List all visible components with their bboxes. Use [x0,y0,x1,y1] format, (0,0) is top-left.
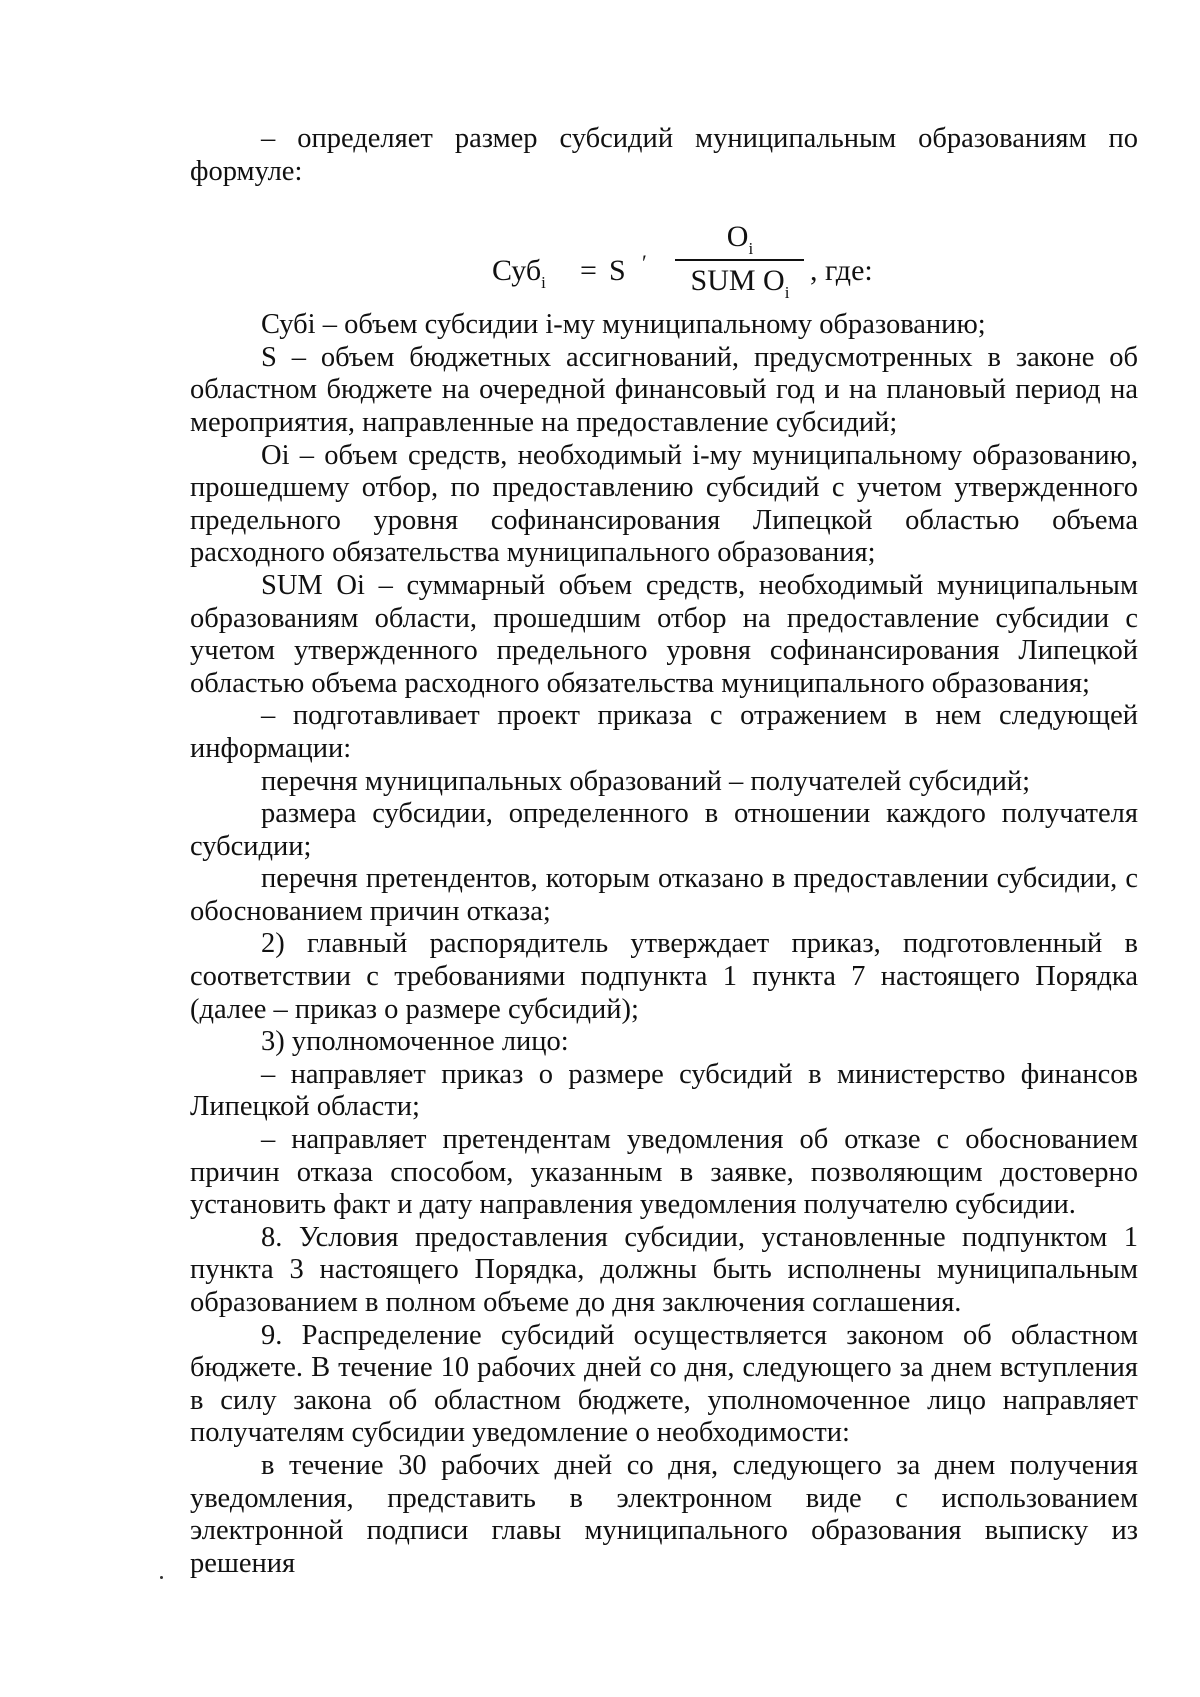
paragraph-sub-i: Субi – объем субсидии i-му муниципальному образованию; [261,309,986,341]
intro-paragraph: – определяет размер субсидий муниципальным образованиям по формуле: [190,123,1138,187]
paragraph-subsidy-size: размера субсидии, определенного в отношении каждого получателя субсидии; [190,798,1138,862]
paragraph-item-3: 3) уполномоченное лицо: [261,1026,569,1058]
formula-tail: , где: [810,254,873,288]
scan-speck [160,1576,163,1579]
paragraph-s: S – объем бюджетных ассигнований, предусмотренных в законе об областном бюджете на очередной финансовый год и на плановый период на мероприятия, направленные на предоставление субсидий; [190,341,1138,438]
paragraph-within-30-days: в течение 30 рабочих дней со дня, следующего за днем получения уведомления, представить в электронном виде с использованием электронной подписи главы муниципального образования выписку из решения [190,1449,1138,1579]
formula-fraction-bar [675,259,804,261]
paragraph-rejected-applicants: перечня претендентов, которым отказано в предоставлении субсидии, с обоснованием причин отказа; [190,863,1138,927]
document-body [190,123,1138,1580]
formula-lhs: Суб$_i$ [492,254,546,293]
paragraph-prepare-order: – подготавливает проект приказа с отражением в нем следующей информации: [190,700,1138,764]
paragraph-item-8: 8. Условия предоставления субсидии, установленные подпунктом 1 пункта 3 настоящего Порядка, должны быть исполнены муниципальным образованием в полном объеме до дня заключения соглашения. [190,1221,1138,1318]
formula-equals: = [580,254,597,288]
formula-block [190,188,1138,309]
paragraph-item-9: 9. Распределение субсидий осуществляется законом об областном бюджете. В течение 10 рабочих дней со дня, следующего за днем вступления в силу закона об областном бюджете, уполномоченное лицо направляет получателям субсидии уведомление о необходимости: [190,1319,1138,1449]
paragraph-item-2: 2) главный распорядитель утверждает приказ, подготовленный в соответствии с требованиями подпункта 1 пункта 7 настоящего Порядка (далее – приказ о размере субсидий); [190,928,1138,1025]
paragraph-send-notices: – направляет претендентам уведомления об отказе с обоснованием причин отказа способом, указанным в заявке, позволяющим достоверно установить факт и дату направления уведомления получателю субсидии. [190,1124,1138,1221]
paragraph-sum-o-i: SUM Oi – суммарный объем средств, необходимый муниципальным образованиям области, прошедшим отбор на предоставление субсидии с учетом утвержденного предельного уровня софинансирования Липецкой областью объема расходного обязательства муниципального образования; [190,569,1138,699]
formula-denominator: SUM $O_i$ [690,264,790,303]
formula-s: S [609,254,626,288]
formula-numerator: $O_i$ [726,220,754,259]
paragraph-list-municipalities: перечня муниципальных образований – получателей субсидий; [261,765,1030,797]
paragraph-send-order: – направляет приказ о размере субсидий в министерство финансов Липецкой области; [190,1058,1138,1123]
paragraph-o-i: Оi – объем средств, необходимый i-му муниципальному образованию, прошедшему отбор, по предоставлению субсидий с учетом утвержденного предельного уровня софинансирования Липецкой областью объема расходного обязательства муниципального образования; [190,439,1138,569]
formula-prime: ′ [642,250,647,276]
